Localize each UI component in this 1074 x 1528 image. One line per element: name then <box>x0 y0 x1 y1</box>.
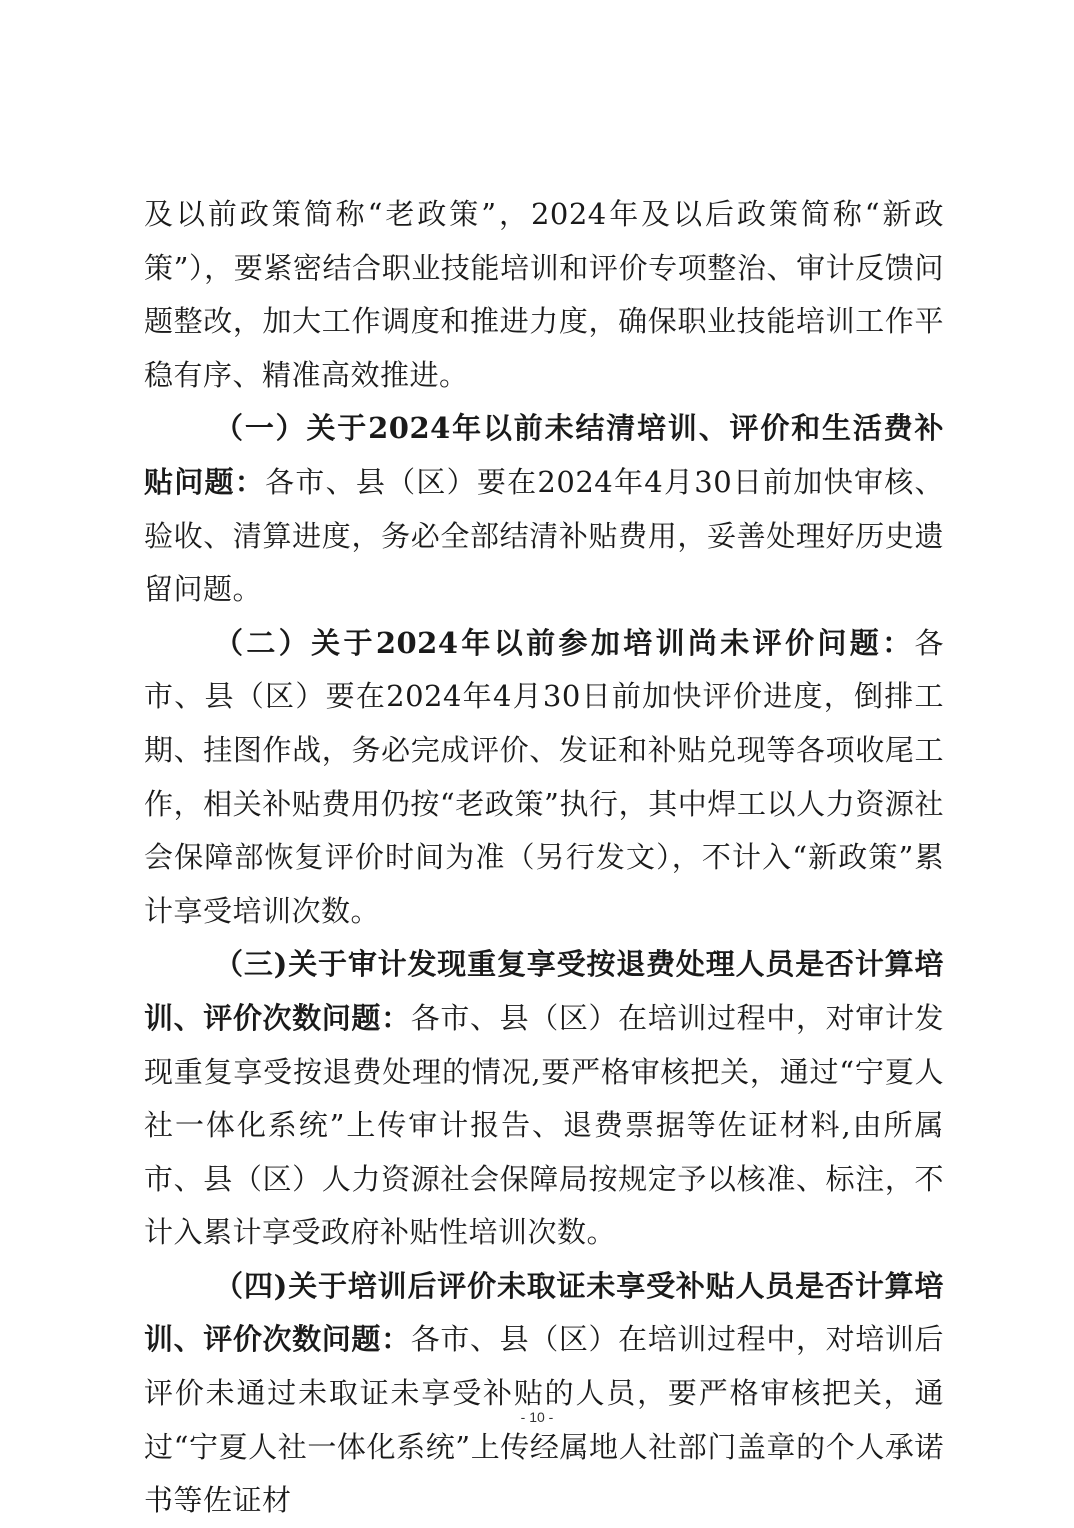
paragraph-text: 及以前政策简称“老政策”，2024年及以后政策简称“新政策”），要紧密结合职业技能培训和评价专项整治、审计反馈问题整改，加大工作调度和推进力度，确保职业技能培训工作平稳有序、精准高效推进。 <box>144 197 944 392</box>
paragraph-item-3 <box>144 938 944 1260</box>
paragraph-intro <box>144 188 944 402</box>
paragraph-text: 各市、县（区）在培训过程中，对培训后评价未通过未取证未享受补贴的人员，要严格审核把关，通过“宁夏人社一体化系统”上传经属地人社部门盖章的个人承诺书等佐证材 <box>144 1322 944 1518</box>
section-heading: （三)关于审计发现重复享受按退费处理人员是否计算培训、评价次数问题： <box>144 947 944 1035</box>
section-heading: （四)关于培训后评价未取证未享受补贴人员是否计算培训、评价次数问题： <box>144 1268 944 1357</box>
section-heading: （一）关于2024年以前未结清培训、评价和生活费补贴问题： <box>144 411 944 499</box>
paragraph-text: 各市、县（区）在培训过程中，对审计发现重复享受按退费处理的情况,要严格审核把关，通过“宁夏人社一体化系统”上传审计报告、退费票据等佐证材料,由所属市、县（区）人力资源社会保障局按规定予以核准、标注，不计入累计享受政府补贴性培训次数。 <box>144 1000 944 1250</box>
document-body <box>144 188 944 1528</box>
paragraph-item-2 <box>144 617 944 939</box>
paragraph-item-1 <box>144 402 944 616</box>
paragraph-text: 各市、县（区）要在2024年4月30日前加快审核、验收、清算进度，务必全部结清补贴费用，妥善处理好历史遗留问题。 <box>144 464 944 607</box>
page-number: - 10 - <box>520 1409 554 1425</box>
paragraph-text: 各市、县（区）要在2024年4月30日前加快评价进度，倒排工期、挂图作战，务必完成评价、发证和补贴兑现等各项收尾工作，相关补贴费用仍按“老政策”执行，其中焊工以人力资源社会保障部恢复评价时间为准（另行发文），不计入“新政策”累计享受培训次数。 <box>144 625 944 928</box>
section-heading: （二）关于2024年以前参加培训尚未评价问题： <box>214 625 915 660</box>
paragraph-item-4 <box>144 1260 944 1528</box>
